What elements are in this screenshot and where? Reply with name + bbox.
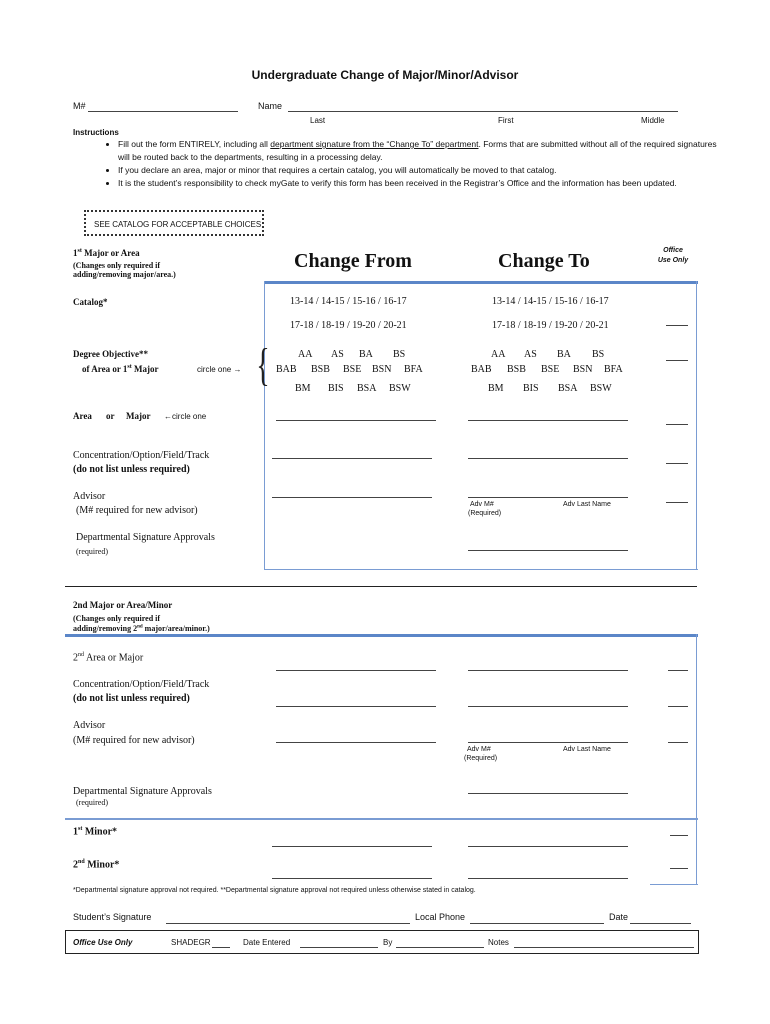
brace-icon: { xyxy=(256,339,270,390)
dept-signature-label: Departmental Signature Approvals xyxy=(73,786,212,797)
degree-option[interactable]: BFA xyxy=(404,364,423,375)
office-catalog-field xyxy=(666,325,688,326)
dept-signature-to-field[interactable] xyxy=(468,550,628,551)
instruction-link[interactable]: department signature from the “Change To” department xyxy=(270,139,479,149)
notes-field[interactable] xyxy=(514,947,694,948)
adv-last-name-caption: Adv Last Name xyxy=(563,746,611,753)
adv-m-caption: Adv M# xyxy=(470,501,494,508)
office-use-heading: Office xyxy=(663,247,683,254)
second-dept-signature-field[interactable] xyxy=(468,793,628,794)
second-area-from-field[interactable] xyxy=(276,670,436,671)
degree-option[interactable]: BM xyxy=(488,383,504,394)
degree-option[interactable]: AS xyxy=(524,349,537,360)
notes-label: Notes xyxy=(488,938,509,947)
degree-option[interactable]: BSE xyxy=(541,364,560,375)
degree-option[interactable]: BA xyxy=(557,349,571,360)
section2-right-border xyxy=(696,634,697,884)
local-phone-field[interactable] xyxy=(470,923,604,924)
degree-option[interactable]: BSW xyxy=(590,383,612,394)
first-name-caption: First xyxy=(498,116,514,125)
advisor-note: (M# required for new advisor) xyxy=(76,505,198,516)
second-area-major-label: 2nd Area or Major xyxy=(73,652,144,664)
catalog-label: Catalog* xyxy=(73,297,108,307)
degree-objective-sub: of Area or 1st Major xyxy=(82,364,159,374)
circle-one-left-hint: ←circle one xyxy=(164,412,207,421)
shadegr-field[interactable] xyxy=(212,947,230,948)
shadegr-label: SHADEGR xyxy=(171,938,211,947)
section1-top-rule xyxy=(264,281,698,284)
instruction-text: Fill out the form ENTIRELY, including all xyxy=(118,139,271,149)
page-title: Undergraduate Change of Major/Minor/Advisor xyxy=(251,68,519,82)
instructions-list xyxy=(90,138,728,190)
instruction-text: It is the student’s responsibility to check myGate to verify this form has been received in the Registrar’s Office and the information has been updated. xyxy=(118,178,677,188)
concentration-label: Concentration/Option/Field/Track xyxy=(73,450,210,461)
degree-option[interactable]: BS xyxy=(393,349,406,360)
catalog-from-options[interactable]: 13-14 / 14-15 / 15-16 / 16-17 xyxy=(290,296,407,307)
office-second-area-field xyxy=(668,670,688,671)
second-concentration-from-field[interactable] xyxy=(276,706,436,707)
degree-option[interactable]: BSE xyxy=(343,364,362,375)
degree-option[interactable]: BA xyxy=(359,349,373,360)
section1-heading: 1st Major or Area xyxy=(73,248,140,258)
first-minor-to-field[interactable] xyxy=(468,846,628,847)
second-minor-from-field[interactable] xyxy=(272,878,432,879)
m-number-label: M# xyxy=(73,101,86,111)
footnote: *Departmental signature approval not required. **Departmental signature approval not required unless otherwise stated in catalog. xyxy=(73,887,476,894)
student-signature-field[interactable] xyxy=(166,923,410,924)
change-to-heading: Change To xyxy=(498,250,590,272)
major-option-label[interactable]: Major xyxy=(126,411,151,421)
date-label: Date xyxy=(609,912,629,922)
instruction-item xyxy=(118,164,728,177)
section1-bottom-rule xyxy=(264,569,698,570)
degree-objective-label: Degree Objective** xyxy=(73,349,149,359)
dept-signature-label: Departmental Signature Approvals xyxy=(76,532,215,543)
advisor-to-field[interactable] xyxy=(468,497,628,498)
second-concentration-to-field[interactable] xyxy=(468,706,628,707)
office-degree-field xyxy=(666,360,688,361)
section1-note: adding/removing major/area.) xyxy=(73,270,176,279)
name-label: Name xyxy=(258,101,283,111)
first-minor-label: 1st Minor* xyxy=(73,826,118,838)
catalog-from-options[interactable]: 17-18 / 18-19 / 19-20 / 20-21 xyxy=(290,320,407,331)
section2-note: adding/removing 2nd major/area/minor.) xyxy=(73,624,210,633)
circle-one-hint: circle one → xyxy=(197,365,242,374)
office-use-heading: Use Only xyxy=(657,257,689,264)
instruction-text: . Forms that are submitted without all of the required signatures will be routed back to the departments, resulting in a processing delay. xyxy=(118,139,717,162)
instructions-heading: Instructions xyxy=(73,128,119,137)
degree-option[interactable]: BSB xyxy=(311,364,330,375)
second-area-to-field[interactable] xyxy=(468,670,628,671)
second-minor-to-field[interactable] xyxy=(468,878,628,879)
section1-left-border xyxy=(264,281,265,569)
minor-rule xyxy=(65,818,698,820)
section2-top-rule xyxy=(65,634,698,637)
catalog-note-box: SEE CATALOG FOR ACCEPTABLE CHOICES xyxy=(84,210,264,236)
degree-option[interactable]: BIS xyxy=(328,383,344,394)
m-number-field[interactable] xyxy=(88,111,238,112)
office-advisor-field xyxy=(666,502,688,503)
by-field[interactable] xyxy=(396,947,484,948)
degree-option[interactable]: BSA xyxy=(558,383,578,394)
instruction-text: If you declare an area, major or minor that requires a certain catalog, you will automatically be moved to that catalog. xyxy=(118,165,557,175)
advisor-label: Advisor xyxy=(73,491,106,502)
degree-option[interactable]: BSW xyxy=(389,383,411,394)
concentration-label: Concentration/Option/Field/Track xyxy=(73,679,210,690)
by-label: By xyxy=(383,938,393,947)
concentration-from-field[interactable] xyxy=(272,458,432,459)
advisor-from-field[interactable] xyxy=(272,497,432,498)
area-major-to-field[interactable] xyxy=(468,420,628,421)
section2-heading: 2nd Major or Area/Minor xyxy=(73,600,173,610)
date-entered-field[interactable] xyxy=(300,947,378,948)
section2-note: (Changes only required if xyxy=(73,614,161,623)
degree-option[interactable]: BSN xyxy=(372,364,392,375)
degree-option[interactable]: AA xyxy=(298,349,313,360)
concentration-note: (do not list unless required) xyxy=(73,693,190,704)
degree-option[interactable]: BS xyxy=(592,349,605,360)
office-second-minor-field xyxy=(670,868,688,869)
office-concentration-field xyxy=(666,463,688,464)
date-entered-label: Date Entered xyxy=(243,938,291,947)
degree-option[interactable]: BSA xyxy=(357,383,377,394)
change-from-heading: Change From xyxy=(294,250,412,272)
concentration-note: (do not list unless required) xyxy=(73,464,190,475)
section-divider xyxy=(65,586,697,587)
first-minor-from-field[interactable] xyxy=(272,846,432,847)
adv-required-caption: (Required) xyxy=(464,755,498,762)
name-field[interactable] xyxy=(288,111,678,112)
second-advisor-from-field[interactable] xyxy=(276,742,436,743)
degree-option[interactable]: AS xyxy=(331,349,344,360)
local-phone-label: Local Phone xyxy=(415,912,466,922)
section2-bottom-rule xyxy=(650,884,698,885)
instruction-item xyxy=(118,177,728,190)
office-area-field xyxy=(666,424,688,425)
or-label: or xyxy=(106,411,115,421)
adv-m-caption: Adv M# xyxy=(467,746,491,753)
middle-name-caption: Middle xyxy=(641,116,665,125)
catalog-to-options[interactable]: 17-18 / 18-19 / 19-20 / 20-21 xyxy=(492,320,609,331)
date-field[interactable] xyxy=(630,923,691,924)
office-first-minor-field xyxy=(670,835,688,836)
concentration-to-field[interactable] xyxy=(468,458,628,459)
area-option-label[interactable]: Area xyxy=(73,411,92,421)
office-use-box xyxy=(65,930,699,954)
instruction-item xyxy=(118,138,728,164)
office-second-advisor-field xyxy=(668,742,688,743)
section1-right-border xyxy=(696,281,697,569)
advisor-label: Advisor xyxy=(73,720,106,731)
dept-signature-required: (required) xyxy=(76,547,108,556)
adv-last-name-caption: Adv Last Name xyxy=(563,501,611,508)
degree-option[interactable]: BSN xyxy=(573,364,593,375)
second-advisor-to-field[interactable] xyxy=(468,742,628,743)
office-use-label: Office Use Only xyxy=(73,938,133,947)
last-name-caption: Last xyxy=(310,116,326,125)
office-second-concentration-field xyxy=(668,706,688,707)
section1-note: (Changes only required if xyxy=(73,261,161,270)
adv-required-caption: (Required) xyxy=(468,510,502,517)
degree-option[interactable]: BAB xyxy=(276,364,297,375)
degree-option[interactable]: BSB xyxy=(507,364,526,375)
student-signature-label: Student’s Signature xyxy=(73,912,152,922)
area-major-from-field[interactable] xyxy=(276,420,436,421)
advisor-note: (M# required for new advisor) xyxy=(73,735,195,746)
degree-option[interactable]: BM xyxy=(295,383,311,394)
degree-option[interactable]: BAB xyxy=(471,364,492,375)
catalog-to-options[interactable]: 13-14 / 14-15 / 15-16 / 16-17 xyxy=(492,296,609,307)
degree-option[interactable]: AA xyxy=(491,349,506,360)
dept-signature-required: (required) xyxy=(76,798,108,807)
second-minor-label: 2nd Minor* xyxy=(73,859,120,871)
degree-option[interactable]: BFA xyxy=(604,364,623,375)
degree-option[interactable]: BIS xyxy=(523,383,539,394)
